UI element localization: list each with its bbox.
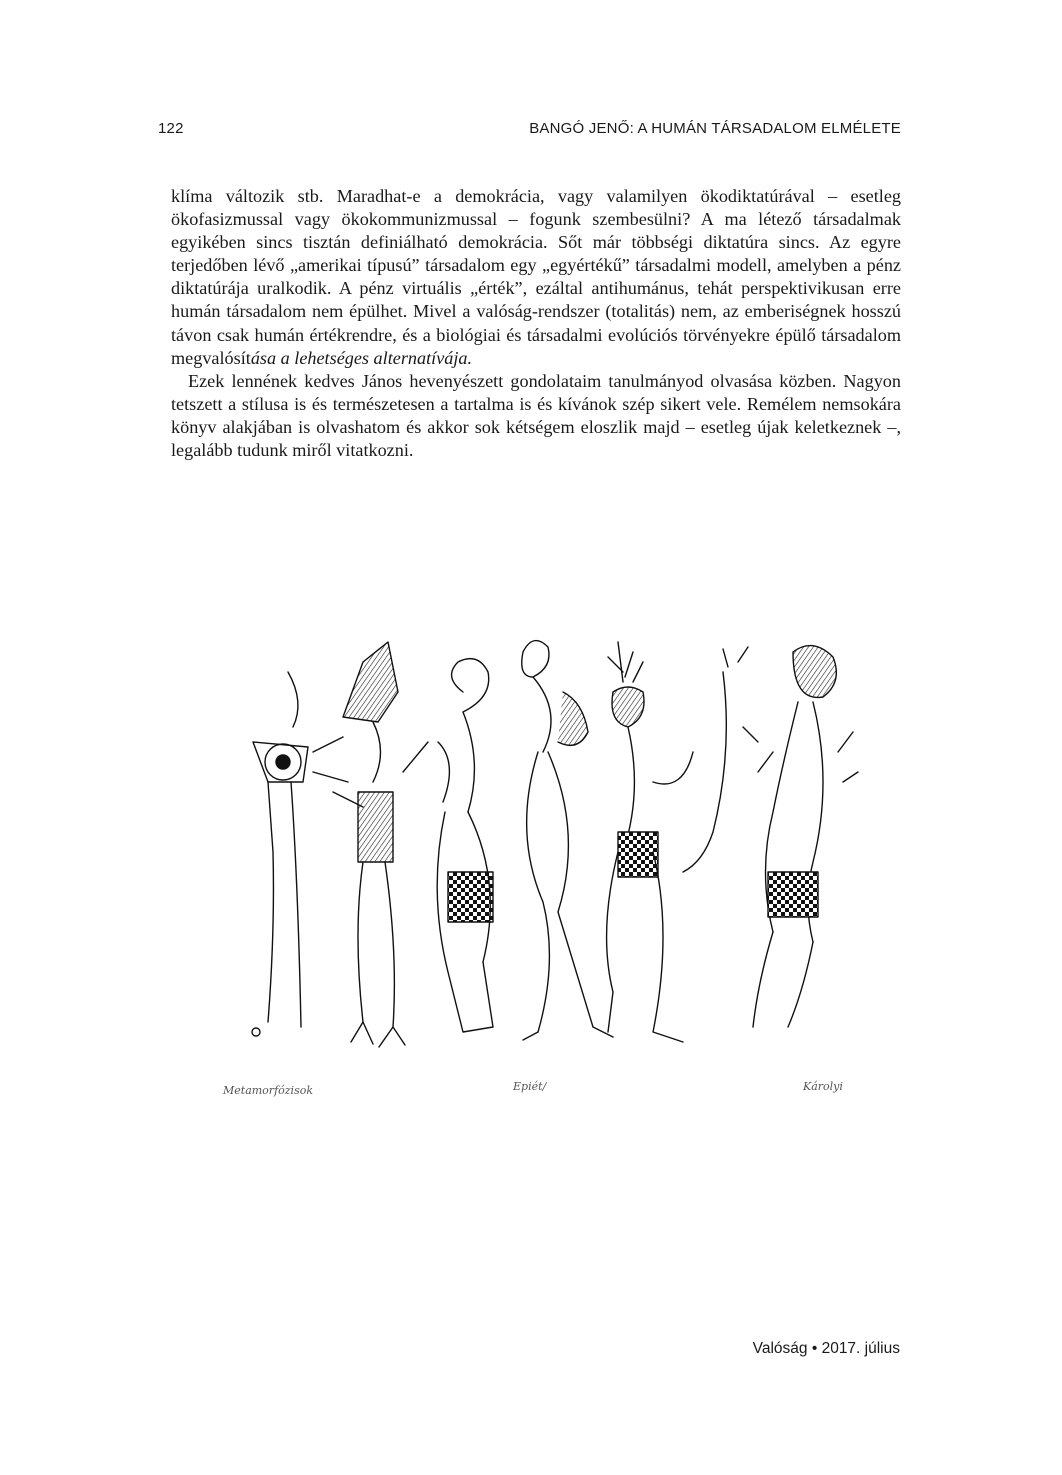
page-footer: Valóság • 2017. július: [752, 1340, 900, 1357]
figure-2: [333, 642, 428, 1047]
page-number: 122: [158, 120, 184, 137]
etching-illustration: [213, 632, 909, 1122]
caption-middle: Epiét/: [513, 1080, 547, 1093]
running-title: BANGÓ JENŐ: A HUMÁN TÁRSADALOM ELMÉLETE: [529, 120, 901, 137]
paragraph-1-italic: ása a lehetséges alternatívája.: [250, 347, 473, 368]
figure-3: [437, 659, 493, 1032]
page-header: [158, 120, 901, 144]
figure-4: [522, 641, 613, 1040]
article-body: [171, 185, 901, 462]
figure-1: [252, 672, 348, 1036]
paragraph-1-text: klíma változik stb. Maradhat-e a demokrácia, vagy valamilyen ökodiktatúrával – esetleg ökofasizmussal vagy ökokommunizmussal – fogunk szembesülni? A ma létező társadalmak egyikében sincs tisztán definiálható demokrácia. Sőt már többségi diktatúra sincs. Az egyre terjedőben lévő „amerikai típusú” társadalom egy „egyértékű” társadalmi modell, amelyben a pénz diktatúrája uralkodik. A pénz virtuális „érték”, ezáltal antihumánus, tehát perspektivikusan erre humán társadalom nem épülhet. Mivel a valóság-rendszer (totalitás) nem, az emberiségnek hosszú távon csak humán értékrendre, és a biológiai és társadalmi evolúciós törvényekre épülő társadalom megvalósít: [171, 186, 901, 368]
paragraph-1: [171, 185, 901, 370]
figure-5: [607, 642, 693, 1042]
caption-left: Metamorfózisok: [223, 1084, 314, 1097]
paragraph-2: Ezek lennének kedves János hevenyészett gondolataim tanulmányod olvasása közben. Nagyon tetszett a stílusa is és természetesen a tartalma is és kívánok szép sikert vele. Remélem nemsokára könyv alakjában is olvashatom és akkor sok kétségem eloszlik majd – esetleg újak keletkeznek –, legalább tudunk miről vitatkozni.: [171, 370, 901, 461]
figure-6: [683, 646, 858, 1027]
etching-artwork: [213, 632, 909, 1122]
caption-signature: Károlyi: [803, 1080, 843, 1093]
